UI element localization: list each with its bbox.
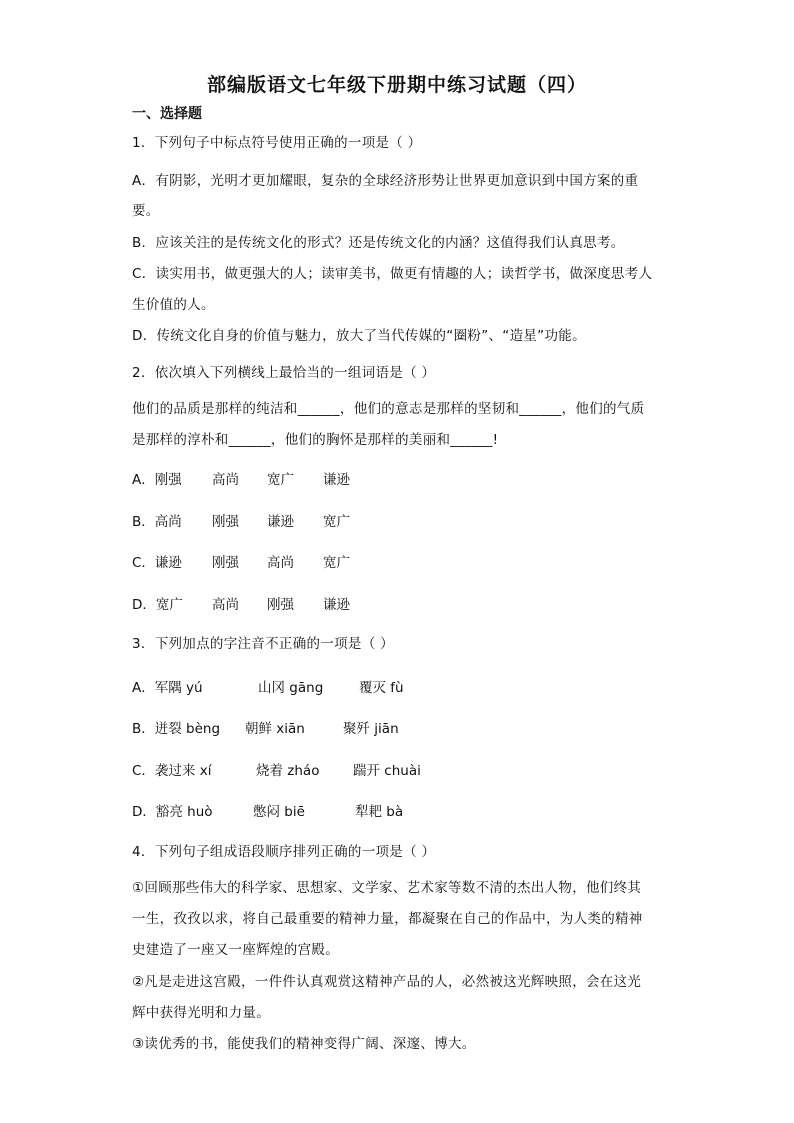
question-4-sentence-2-cont: 辉中获得光明和力量。 (132, 1005, 270, 1021)
option-word: 烧着 zháo (256, 763, 320, 779)
option-word: 高尚 (212, 472, 239, 488)
page-title: 部编版语文七年级下册期中练习试题（四） (206, 74, 587, 96)
option-word: 宽广 (323, 514, 350, 530)
option-word: 踹开 chuài (353, 763, 421, 779)
question-2-stem: 2．依次填入下列横线上最恰当的一组词语是（ ） (132, 365, 436, 381)
question-1-option-a-cont: 要。 (132, 203, 160, 219)
option-word: 憋闷 biē (253, 804, 305, 820)
option-word: 谦逊 (323, 597, 350, 613)
option-word: 刚强 (212, 555, 239, 571)
question-2-passage-line-2: 是那样的淳朴和______，他们的胸怀是那样的美丽和______! (132, 432, 499, 448)
option-word: 谦逊 (323, 472, 350, 488)
option-word: A．刚强 (132, 472, 182, 488)
question-3-option-c (132, 759, 421, 779)
option-word: 覆灭 fù (359, 680, 404, 696)
question-4-sentence-1: ①回顾那些伟大的科学家、思想家、文学家、艺术家等数不清的杰出人物，他们终其 (132, 880, 642, 896)
question-4-sentence-2: ②凡是走进这宫殿，一件件认真观赏这精神产品的人，必然被这光辉映照，会在这光 (132, 974, 642, 990)
question-1-option-c-cont: 生价值的人。 (132, 297, 215, 313)
question-3-option-a (132, 676, 404, 696)
question-2-option-a (132, 468, 350, 488)
option-word: 宽广 (267, 472, 294, 488)
question-1-option-c: C．读实用书，做更强大的人；读审美书，做更有情趣的人；读哲学书，做深度思考人 (132, 266, 653, 282)
option-word: D．宽广 (132, 597, 183, 613)
section-heading: 一、选择题 (132, 106, 202, 122)
question-2-option-b (132, 510, 350, 530)
question-4-stem: 4．下列句子组成语段顺序排列正确的一项是（ ） (132, 844, 436, 860)
question-3-option-b (132, 717, 399, 737)
option-word: D．豁亮 huò (132, 804, 213, 820)
option-word: C．谦逊 (132, 555, 182, 571)
option-word: 刚强 (212, 514, 239, 530)
question-2-option-d (132, 593, 350, 613)
question-4-sentence-1-end: 史建造了一座又一座辉煌的宫殿。 (132, 942, 339, 958)
question-2-passage-line-1: 他们的品质是那样的纯洁和______，他们的意志是那样的坚韧和______，他们的气质 (132, 401, 645, 417)
question-4-sentence-3: ③读优秀的书，能使我们的精神变得广阔、深邃、博大。 (132, 1036, 476, 1052)
option-word: 刚强 (267, 597, 294, 613)
question-2-option-c (132, 551, 350, 571)
option-word: A．军隅 yú (132, 680, 203, 696)
option-word: 犁耙 bà (355, 804, 404, 820)
option-word: 高尚 (267, 555, 294, 571)
option-word: 朝鲜 xiān (245, 721, 305, 737)
question-3-option-d (132, 800, 403, 820)
question-4-sentence-1-cont: 一生，孜孜以求，将自己最重要的精神力量，都凝聚在自己的作品中，为人类的精神 (132, 911, 643, 927)
option-word: 宽广 (323, 555, 350, 571)
option-word: 聚歼 jiān (343, 721, 399, 737)
option-word: B．迸裂 bèng (132, 721, 221, 737)
option-word: 谦逊 (267, 514, 294, 530)
option-word: C．袭过来 xí (132, 763, 212, 779)
question-1-option-d: D．传统文化自身的价值与魅力，放大了当代传媒的“圈粉”、“造星”功能。 (132, 328, 586, 344)
question-1-stem: 1．下列句子中标点符号使用正确的一项是（ ） (132, 135, 422, 151)
option-word: 山冈 gāng (258, 680, 324, 696)
question-1-option-a: A．有阴影，光明才更加耀眼，复杂的全球经济形势让世界更加意识到中国方案的重 (132, 173, 639, 189)
question-1-option-b: B．应该关注的是传统文化的形式？还是传统文化的内涵？这值得我们认真思考。 (132, 235, 625, 251)
option-word: 高尚 (212, 597, 239, 613)
option-word: B．高尚 (132, 514, 182, 530)
question-3-stem: 3．下列加点的字注音不正确的一项是（ ） (132, 636, 394, 652)
